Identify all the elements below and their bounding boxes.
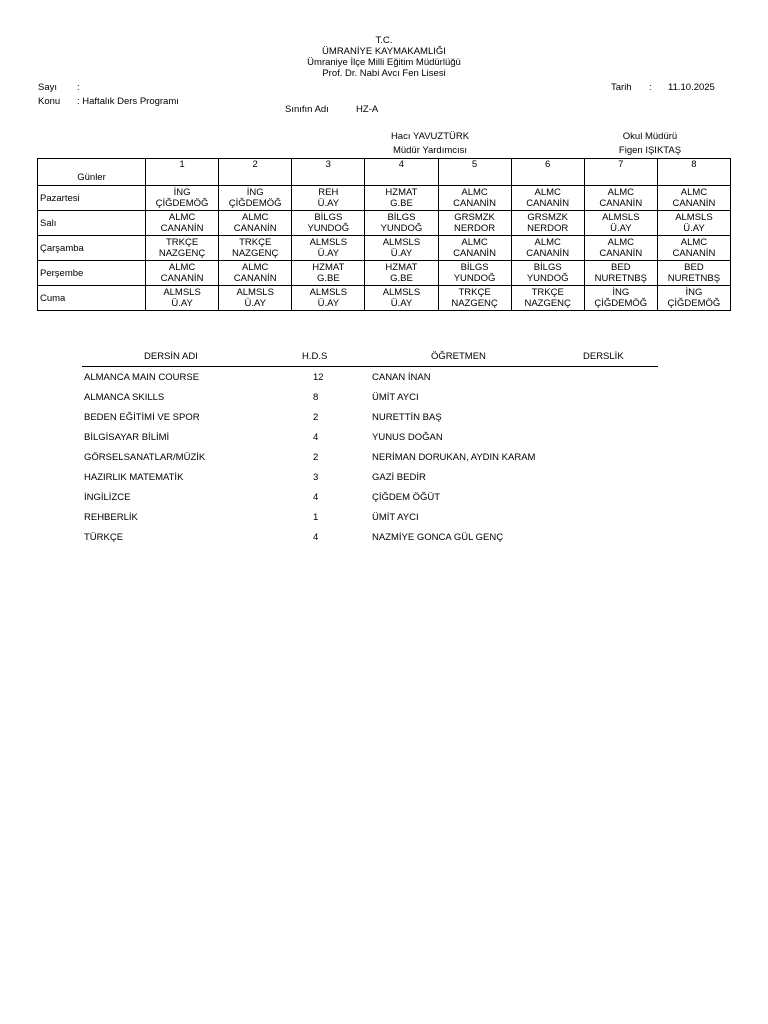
course-code: GRSMZK	[527, 212, 568, 223]
teacher-code: NAZGENÇ	[158, 248, 206, 259]
konu-label: Konu	[38, 96, 61, 107]
teacher-code: G.BE	[390, 273, 413, 284]
deputy-title: Müdür Yardımcısı	[392, 145, 468, 156]
course-code: İNG	[173, 187, 191, 198]
teacher-code: CANANİN	[526, 198, 570, 209]
lessons-header-row	[82, 346, 658, 367]
schedule-cell	[511, 286, 584, 311]
period-header: 3	[292, 159, 365, 186]
teacher-code: YUNDOĞ	[526, 273, 569, 284]
teacher-code: Ü.AY	[244, 298, 266, 309]
day-label: Çarşamba	[38, 236, 146, 261]
course-code: HZMAT	[385, 262, 418, 273]
teacher-code: Ü.AY	[390, 298, 413, 309]
schedule-cell	[146, 286, 219, 311]
schedule-cell	[657, 186, 730, 211]
teacher-code: CANANİN	[160, 273, 204, 284]
teacher-code: Ü.AY	[317, 298, 340, 309]
period-header: 8	[657, 159, 730, 186]
course-code: ALMC	[680, 187, 708, 198]
course-code: ALMC	[168, 212, 196, 223]
lesson-name: TÜRKÇE	[84, 532, 124, 543]
lesson-row	[82, 467, 658, 487]
course-code: TRKÇE	[458, 287, 491, 298]
teacher-code: NAZGENÇ	[524, 298, 571, 309]
teacher-code: Ü.AY	[317, 248, 340, 259]
lesson-name: BEDEN EĞİTİMİ VE SPOR	[84, 412, 200, 423]
lesson-teacher: NURETTİN BAŞ	[372, 412, 442, 423]
lesson-name: HAZIRLIK MATEMATİK	[84, 472, 184, 483]
lesson-teacher: ÇİĞDEM ÖĞÜT	[372, 492, 441, 503]
schedule-cell	[657, 261, 730, 286]
day-label: Pazartesi	[38, 186, 146, 211]
teacher-code: Ü.AY	[317, 198, 340, 209]
teacher-code: ÇİĞDEMÖĞ	[155, 198, 209, 209]
teacher-code: NAZGENÇ	[231, 248, 279, 259]
course-code: BİLGS	[460, 262, 489, 273]
course-code: ALMSLS	[382, 237, 421, 248]
days-header: Günler	[38, 159, 146, 186]
schedule-cell	[438, 261, 511, 286]
sayi-label: Sayı	[38, 82, 58, 93]
course-code: İNG	[612, 287, 630, 298]
course-code: BİLGS	[314, 212, 343, 223]
lesson-hours: 2	[313, 412, 319, 423]
lesson-name: İNGİLİZCE	[84, 492, 131, 503]
tarih-colon: :	[649, 82, 652, 93]
schedule-cell	[511, 236, 584, 261]
lesson-hours: 3	[313, 472, 319, 483]
lesson-teacher: NAZMİYE GONCA GÜL GENÇ	[372, 532, 504, 543]
schedule-cell	[146, 261, 219, 286]
weekly-schedule-table	[37, 158, 731, 311]
header-kaymakamlik: ÜMRANİYE KAYMAKAMLIĞI	[322, 46, 446, 57]
schedule-cell	[438, 286, 511, 311]
course-code: BED	[611, 262, 631, 273]
schedule-cell	[292, 186, 365, 211]
lesson-name: ALMANCA SKILLS	[84, 392, 165, 403]
schedule-cell	[219, 186, 292, 211]
tarih-value: 11.10.2025	[668, 82, 715, 93]
lesson-hours: 12	[313, 372, 324, 383]
course-code: BED	[684, 262, 704, 273]
course-code: BİLGS	[387, 212, 416, 223]
teacher-code: CANANİN	[233, 223, 277, 234]
lessons-table	[82, 346, 658, 547]
teacher-code: YUNDOĞ	[380, 223, 423, 234]
teacher-code: ÇİĞDEMÖĞ	[594, 298, 648, 309]
lessons-header-teacher: ÖĞRETMEN	[431, 351, 486, 362]
teacher-code: Ü.AY	[390, 248, 413, 259]
schedule-cell	[219, 236, 292, 261]
teacher-code: NURETNBŞ	[667, 273, 721, 284]
lesson-name: REHBERLİK	[84, 512, 138, 523]
course-code: ALMC	[461, 237, 488, 248]
teacher-code: CANANİN	[160, 223, 204, 234]
lesson-row	[82, 447, 658, 467]
schedule-row	[38, 186, 731, 211]
course-code: ALMC	[461, 187, 488, 198]
header-school-name: Prof. Dr. Nabi Avcı Fen Lisesi	[322, 68, 446, 79]
header-tc: T.C.	[375, 35, 393, 46]
course-code: TRKÇE	[165, 237, 199, 248]
lesson-row	[82, 367, 658, 387]
lesson-row	[82, 387, 658, 407]
header-mudurluk: Ümraniye İlçe Milli Eğitim Müdürlüğü	[307, 57, 461, 68]
schedule-cell	[365, 186, 438, 211]
schedule-row	[38, 236, 731, 261]
schedule-cell	[511, 186, 584, 211]
teacher-code: CANANİN	[672, 248, 716, 259]
course-code: ALMSLS	[602, 212, 640, 223]
lessons-header-name: DERSİN ADI	[144, 351, 198, 362]
lesson-hours: 4	[313, 532, 319, 543]
teacher-code: CANANİN	[672, 198, 716, 209]
schedule-cell	[657, 211, 730, 236]
teacher-code: G.BE	[390, 198, 413, 209]
period-header: 4	[365, 159, 438, 186]
schedule-cell	[584, 286, 657, 311]
lesson-row	[82, 407, 658, 427]
teacher-code: YUNDOĞ	[307, 223, 350, 234]
day-label: Cuma	[38, 286, 146, 311]
course-code: BİLGS	[533, 262, 562, 273]
lesson-hours: 4	[313, 432, 319, 443]
lesson-row	[82, 427, 658, 447]
lesson-teacher: YUNUS DOĞAN	[372, 432, 443, 443]
schedule-cell	[146, 211, 219, 236]
schedule-cell	[292, 236, 365, 261]
lessons-header-room: DERSLİK	[583, 351, 624, 362]
schedule-cell	[365, 286, 438, 311]
lesson-teacher: NERİMAN DORUKAN, AYDIN KARAM	[372, 452, 536, 463]
course-code: HZMAT	[385, 187, 418, 198]
course-code: İNG	[685, 287, 703, 298]
period-header: 5	[438, 159, 511, 186]
teacher-code: CANANİN	[233, 273, 277, 284]
lesson-name: GÖRSELSANATLAR/MÜZİK	[84, 452, 206, 463]
tarih-label: Tarih	[611, 82, 632, 93]
teacher-code: CANANİN	[599, 198, 643, 209]
lesson-hours: 4	[313, 492, 319, 503]
lesson-hours: 1	[313, 512, 319, 523]
lessons-header-hours: H.D.S	[302, 351, 328, 362]
schedule-row	[38, 211, 731, 236]
schedule-cell	[146, 236, 219, 261]
course-code: ALMC	[534, 237, 561, 248]
teacher-code: ÇİĞDEMÖĞ	[667, 298, 721, 309]
schedule-cell	[146, 186, 219, 211]
schedule-cell	[438, 186, 511, 211]
schedule-cell	[584, 186, 657, 211]
course-code: ALMC	[168, 262, 196, 273]
teacher-code: Ü.AY	[683, 223, 705, 234]
schedule-cell	[657, 236, 730, 261]
schedule-cell	[657, 286, 730, 311]
course-code: HZMAT	[312, 262, 345, 273]
teacher-code: Ü.AY	[171, 298, 193, 309]
period-header: 7	[584, 159, 657, 186]
sinif-label: Sınıfın Adı	[285, 104, 329, 115]
teacher-code: Ü.AY	[610, 223, 632, 234]
schedule-cell	[511, 211, 584, 236]
course-code: ALMC	[534, 187, 561, 198]
konu-value: : Haftalık Ders Programı	[77, 96, 179, 107]
schedule-cell	[438, 236, 511, 261]
course-code: ALMSLS	[382, 287, 421, 298]
schedule-row	[38, 261, 731, 286]
teacher-code: CANANİN	[453, 198, 496, 209]
day-label: Salı	[38, 211, 146, 236]
schedule-cell	[365, 211, 438, 236]
course-code: TRKÇE	[531, 287, 564, 298]
schedule-cell	[584, 261, 657, 286]
lesson-row	[82, 507, 658, 527]
teacher-code: ÇİĞDEMÖĞ	[228, 198, 282, 209]
schedule-cell	[292, 211, 365, 236]
schedule-cell	[438, 211, 511, 236]
lesson-teacher: ÜMİT AYCI	[372, 512, 419, 523]
course-code: ALMC	[241, 212, 269, 223]
course-code: ALMC	[680, 237, 708, 248]
course-code: REH	[318, 187, 339, 198]
course-code: ALMSLS	[163, 287, 201, 298]
period-header: 2	[219, 159, 292, 186]
schedule-cell	[584, 211, 657, 236]
lesson-teacher: ÜMİT AYCI	[372, 392, 419, 403]
schedule-cell	[511, 261, 584, 286]
schedule-cell	[365, 261, 438, 286]
lesson-teacher: GAZİ BEDİR	[372, 472, 426, 483]
schedule-cell	[584, 236, 657, 261]
course-code: ALMSLS	[309, 237, 348, 248]
course-code: ALMSLS	[309, 287, 348, 298]
course-code: İNG	[246, 187, 264, 198]
schedule-cell	[219, 261, 292, 286]
lesson-teacher: CANAN İNAN	[372, 372, 431, 383]
lesson-hours: 8	[313, 392, 319, 403]
lesson-row	[82, 487, 658, 507]
teacher-code: CANANİN	[453, 248, 496, 259]
deputy-name: Hacı YAVUZTÜRK	[390, 131, 470, 142]
teacher-code: NURETNBŞ	[594, 273, 647, 284]
period-header: 1	[146, 159, 219, 186]
course-code: ALMSLS	[675, 212, 713, 223]
period-header: 6	[511, 159, 584, 186]
lesson-name: BİLGİSAYAR BİLİMİ	[84, 432, 170, 443]
principal-title: Okul Müdürü	[622, 131, 678, 142]
schedule-header-row	[38, 159, 731, 186]
teacher-code: NERDOR	[527, 223, 569, 234]
teacher-code: NAZGENÇ	[451, 298, 498, 309]
sayi-value: :	[77, 82, 80, 93]
principal-name: Figen IŞIKTAŞ	[618, 145, 682, 156]
course-code: ALMSLS	[236, 287, 274, 298]
course-code: GRSMZK	[454, 212, 495, 223]
day-label: Perşembe	[38, 261, 146, 286]
course-code: TRKÇE	[239, 237, 272, 248]
teacher-code: NERDOR	[453, 223, 496, 234]
teacher-code: CANANİN	[599, 248, 643, 259]
course-code: ALMC	[241, 262, 269, 273]
lesson-hours: 2	[313, 452, 319, 463]
sinif-value: HZ-A	[356, 104, 379, 115]
teacher-code: G.BE	[316, 273, 340, 284]
teacher-code: CANANİN	[526, 248, 570, 259]
schedule-cell	[292, 286, 365, 311]
lesson-row	[82, 527, 658, 547]
schedule-row	[38, 286, 731, 311]
schedule-cell	[365, 236, 438, 261]
schedule-cell	[219, 286, 292, 311]
schedule-cell	[219, 211, 292, 236]
course-code: ALMC	[607, 187, 635, 198]
teacher-code: YUNDOĞ	[453, 273, 496, 284]
schedule-cell	[292, 261, 365, 286]
course-code: ALMC	[607, 237, 635, 248]
lesson-name: ALMANCA MAIN COURSE	[84, 372, 200, 383]
